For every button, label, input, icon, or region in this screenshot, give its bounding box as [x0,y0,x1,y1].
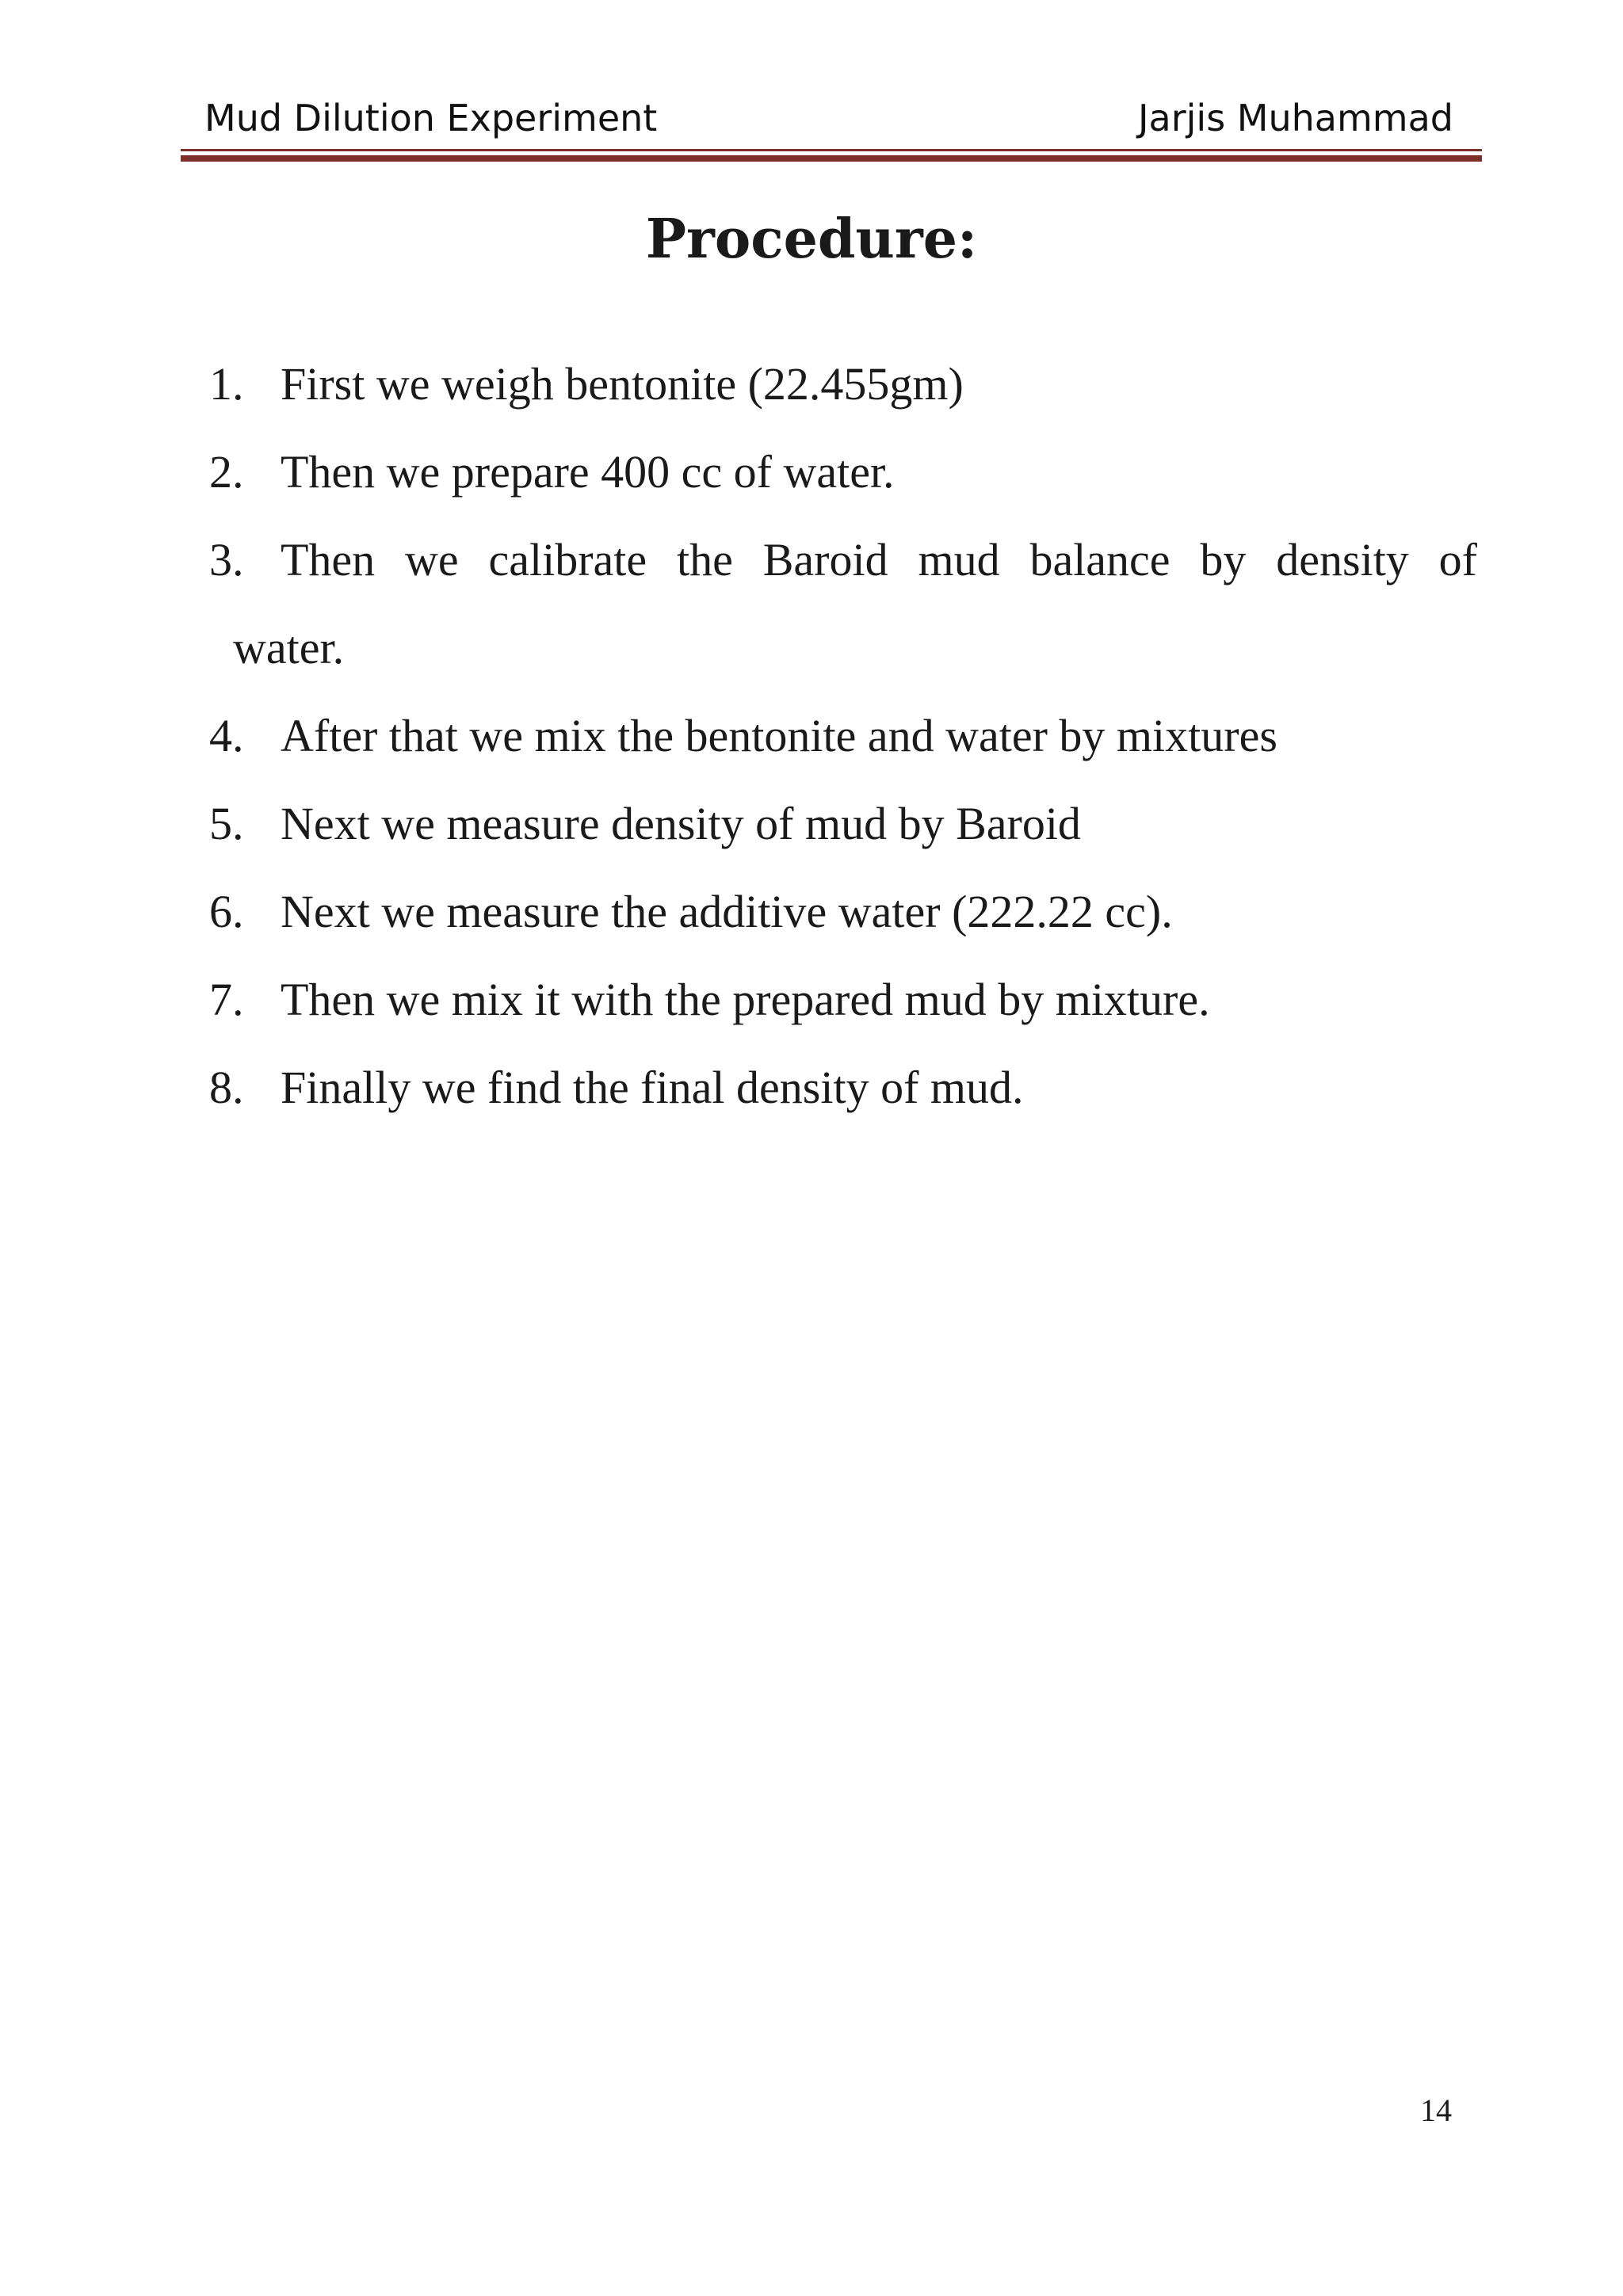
step-number: 3. [209,534,244,585]
step-number: 6. [209,886,244,937]
header-document-title: Mud Dilution Experiment [204,97,658,139]
header-rule-thick [181,155,1482,162]
procedure-step-5 [209,792,1477,880]
step-number: 1. [209,358,244,410]
procedure-step-3 [209,528,1477,704]
page-number: 14 [1420,2092,1452,2128]
page-header [204,97,1453,144]
step-text: Finally we find the final density of mud. [281,1062,1024,1113]
step-number: 8. [209,1062,244,1113]
step-number: 7. [209,974,244,1025]
step-number: 2. [209,446,244,498]
procedure-step-1 [209,353,1477,441]
header-author: Jarjis Muhammad [1137,97,1453,139]
step-number: 4. [209,710,244,761]
procedure-steps [209,353,1477,1144]
procedure-step-8 [209,1056,1477,1144]
step-text: Then we calibrate the Baroid mud balance by density of [281,534,1477,585]
header-rule-thin [181,149,1482,151]
section-title: Procedure: [645,208,978,271]
step-text: After that we mix the bentonite and water by mixtures [281,710,1277,761]
step-text: First we weigh bentonite (22.455gm) [281,358,964,410]
step-text: Then we mix it with the prepared mud by mixture. [281,974,1210,1025]
step-text: Next we measure the additive water (222.22 cc). [281,886,1173,937]
procedure-step-2 [209,441,1477,528]
procedure-step-7 [209,968,1477,1056]
procedure-step-6 [209,880,1477,968]
step-text: Next we measure density of mud by Baroid [281,798,1081,849]
step-text: Then we prepare 400 cc of water. [281,446,895,498]
procedure-step-4 [209,704,1477,792]
step-text-continuation: water. [233,622,345,673]
step-number: 5. [209,798,244,849]
